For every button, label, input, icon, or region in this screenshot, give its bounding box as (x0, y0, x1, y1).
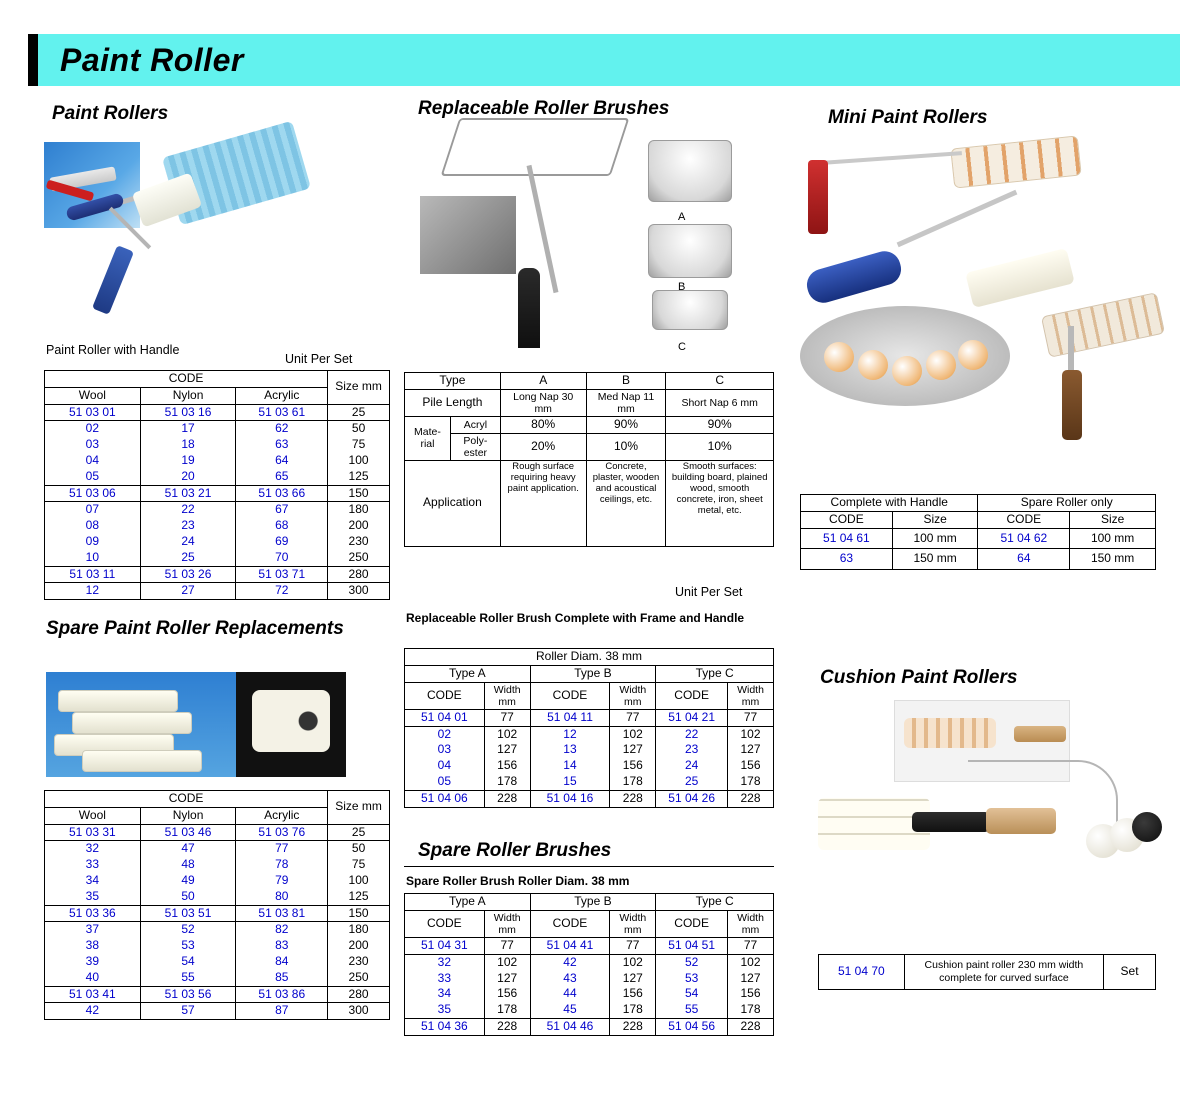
row-label-polyester: Poly-ester (450, 433, 500, 460)
header-width-c: Width mm (728, 682, 774, 709)
cushion-description: Cushion paint roller 230 mm width complete for curved surface (904, 955, 1103, 990)
header-acrylic: Acrylic (236, 387, 328, 404)
table-row: 04 19 64 100 (45, 453, 390, 469)
table-header-row (405, 894, 774, 911)
table-row: 08 23 68 200 (45, 518, 390, 534)
header-type-a: Type A (405, 894, 531, 911)
brush-unit-note: Unit Per Set (675, 585, 743, 599)
header-code-a: CODE (405, 682, 485, 709)
header-complete-with-handle: Complete with Handle (801, 495, 978, 512)
section-title-paint-rollers: Paint Rollers (52, 103, 169, 124)
table-row: Pile Length Long Nap 30 mm Med Nap 11 mm Short Nap 6 mm (405, 389, 774, 416)
header-type-b: Type B (530, 894, 656, 911)
header-code-spare: CODE (978, 511, 1070, 528)
header-code-b: CODE (530, 910, 610, 937)
table-header-row (405, 649, 774, 666)
table-row: 05 178 15 178 25 178 (405, 774, 774, 790)
header-width-b: Width mm (610, 682, 656, 709)
header-size-spare: Size (1070, 511, 1156, 528)
header-wool: Wool (45, 387, 141, 404)
section-title-spare-replacements: Spare Paint Roller Replacements (46, 618, 344, 639)
paint-roller-table (44, 370, 390, 600)
header-roller-diam: Roller Diam. 38 mm (405, 649, 774, 666)
table-row: 35 50 80 125 (45, 889, 390, 905)
paint-roller-table-caption: Paint Roller with Handle (46, 343, 180, 357)
row-label-application: Application (405, 460, 501, 546)
table-header-row (45, 791, 390, 808)
header-width-b: Width mm (610, 910, 656, 937)
cushion-unit: Set (1104, 955, 1156, 990)
table-subheader-row (405, 910, 774, 937)
header-code-c: CODE (656, 682, 728, 709)
table-row: 39 54 84 230 (45, 954, 390, 970)
table-row: 34 156 44 156 54 156 (405, 986, 774, 1002)
section-title-mini-rollers: Mini Paint Rollers (828, 107, 988, 128)
table-row: 38 53 83 200 (45, 938, 390, 954)
header-width-c: Width mm (728, 910, 774, 937)
header-code: CODE (45, 371, 328, 388)
table-header-row (801, 495, 1156, 512)
table-row: 32 47 77 50 (45, 841, 390, 857)
table-row: 34 49 79 100 (45, 873, 390, 889)
spare-roller-brush-table (404, 893, 774, 1036)
header-width-a: Width mm (484, 682, 530, 709)
table-row (819, 955, 1156, 990)
header-nylon: Nylon (140, 387, 236, 404)
table-row: 51 03 36 51 03 51 51 03 81 150 (45, 905, 390, 922)
cushion-rollers-table (818, 954, 1156, 990)
complete-brush-table (404, 648, 774, 808)
header-spare-roller-only: Spare Roller only (978, 495, 1156, 512)
table-row: 51 04 01 77 51 04 11 77 51 04 21 77 (405, 709, 774, 726)
header-size: Size mm (328, 791, 390, 825)
table-row: 07 22 67 180 (45, 502, 390, 518)
header-type-c: Type C (656, 665, 774, 682)
table-subheader-row (801, 511, 1156, 528)
section-title-cushion-rollers: Cushion Paint Rollers (820, 667, 1018, 688)
label-sample-a: A (678, 211, 686, 223)
label-sample-b: B (678, 281, 686, 293)
table-row: 51 04 61 100 mm 51 04 62 100 mm (801, 528, 1156, 549)
table-row: Mate-rial Acryl 80% 90% 90% (405, 416, 774, 433)
page-header (28, 34, 1180, 86)
header-size: Size mm (328, 371, 390, 405)
header-type-c: C (666, 373, 774, 390)
header-type: Type (405, 373, 501, 390)
divider (404, 866, 774, 867)
table-row: 10 25 70 250 (45, 550, 390, 566)
table-row: Poly-ester 20% 10% 10% (405, 433, 774, 460)
table-row: 33 48 78 75 (45, 857, 390, 873)
header-wool: Wool (45, 807, 141, 824)
table-row: 51 04 06 228 51 04 16 228 51 04 26 228 (405, 790, 774, 807)
table-row: Application Rough surface requiring heavy paint application. Concrete, plaster, wooden and acoustical ceilings, etc. Smooth surfaces: building board, plained wood, smooth concrete, iron, sheet metal, etc. (405, 460, 774, 546)
table-row: 51 03 11 51 03 26 51 03 71 280 (45, 566, 390, 583)
table-row: 03 18 63 75 (45, 437, 390, 453)
table-row: 51 03 01 51 03 16 51 03 61 25 (45, 404, 390, 421)
header-width-a: Width mm (484, 910, 530, 937)
spare-brush-caption: Spare Roller Brush Roller Diam. 38 mm (406, 874, 630, 888)
header-type-a: A (500, 373, 586, 390)
table-row: 42 57 87 300 (45, 1003, 390, 1020)
header-type-b: Type B (530, 665, 656, 682)
table-row: 35 178 45 178 55 178 (405, 1002, 774, 1018)
label-sample-c: C (678, 341, 686, 353)
table-subheader-row (405, 682, 774, 709)
spare-replacements-table (44, 790, 390, 1020)
table-row: 12 27 72 300 (45, 583, 390, 600)
table-row: 04 156 14 156 24 156 (405, 758, 774, 774)
header-type-b: B (586, 373, 666, 390)
replaceable-brushes-photo (420, 108, 770, 348)
table-header-row (405, 373, 774, 390)
page-title: Paint Roller (60, 41, 244, 78)
table-row: 51 03 41 51 03 56 51 03 86 280 (45, 986, 390, 1003)
section-title-spare-roller-brushes: Spare Roller Brushes (418, 840, 612, 861)
table-row: 37 52 82 180 (45, 922, 390, 938)
table-row: 02 17 62 50 (45, 421, 390, 437)
table-row: 05 20 65 125 (45, 469, 390, 485)
cushion-code: 51 04 70 (819, 955, 905, 990)
table-row: 63 150 mm 64 150 mm (801, 549, 1156, 570)
section-title-replaceable-brushes: Replaceable Roller Brushes (418, 98, 670, 119)
header-acrylic: Acrylic (236, 807, 328, 824)
header-code: CODE (45, 791, 328, 808)
table-header-row (45, 371, 390, 388)
table-row: 40 55 85 250 (45, 970, 390, 986)
table-row: 51 03 06 51 03 21 51 03 66 150 (45, 485, 390, 502)
brush-spec-table (404, 372, 774, 547)
header-nylon: Nylon (140, 807, 236, 824)
mini-rollers-table (800, 494, 1156, 570)
mini-rollers-photo (800, 120, 1180, 460)
header-code-a: CODE (405, 910, 485, 937)
row-label-acryl: Acryl (450, 416, 500, 433)
table-row: 51 03 31 51 03 46 51 03 76 25 (45, 824, 390, 841)
cushion-rollers-photo (818, 700, 1168, 910)
header-size-complete: Size (892, 511, 978, 528)
table-row: 51 04 36 228 51 04 46 228 51 04 56 228 (405, 1018, 774, 1035)
header-code-complete: CODE (801, 511, 893, 528)
table-row: 02 102 12 102 22 102 (405, 726, 774, 742)
table-header-row (405, 665, 774, 682)
header-code-b: CODE (530, 682, 610, 709)
table-row: 09 24 69 230 (45, 534, 390, 550)
row-label-pile-length: Pile Length (405, 389, 501, 416)
complete-brush-caption: Replaceable Roller Brush Complete with Frame and Handle (406, 611, 745, 625)
header-type-c: Type C (656, 894, 774, 911)
header-code-c: CODE (656, 910, 728, 937)
row-label-material: Mate-rial (405, 416, 451, 460)
table-row: 32 102 42 102 52 102 (405, 954, 774, 970)
header-type-a: Type A (405, 665, 531, 682)
paint-rollers-photo (44, 120, 374, 330)
spare-rollers-photo (46, 672, 346, 777)
paint-roller-unit-note: Unit Per Set (285, 352, 353, 366)
table-row: 03 127 13 127 23 127 (405, 742, 774, 758)
table-row: 51 04 31 77 51 04 41 77 51 04 51 77 (405, 937, 774, 954)
table-row: 33 127 43 127 53 127 (405, 971, 774, 987)
